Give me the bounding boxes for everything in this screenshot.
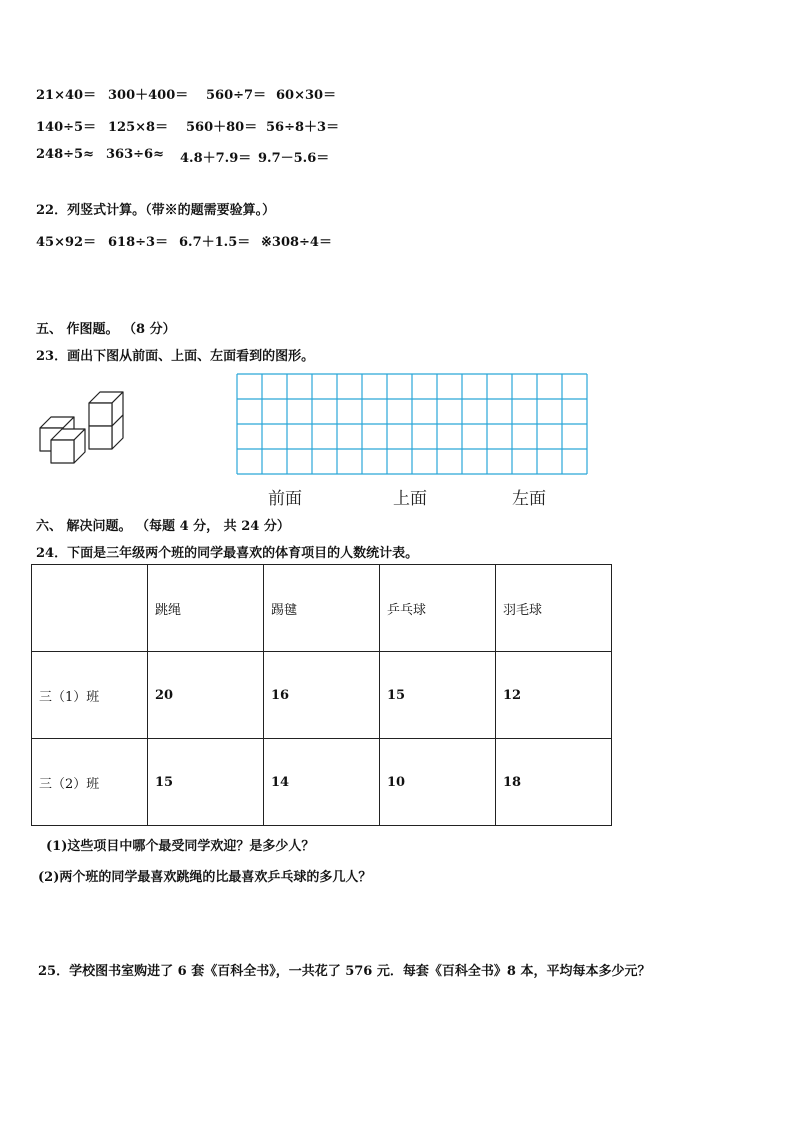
front-view-label: 前面 bbox=[268, 489, 302, 509]
calc-item: 45×92＝ bbox=[36, 235, 97, 250]
table-header-cell: 跳绳 bbox=[148, 565, 264, 652]
calc-item: 560÷7＝ bbox=[206, 88, 267, 103]
table-cell: 10 bbox=[380, 739, 496, 826]
left-view-label: 左面 bbox=[512, 489, 546, 509]
calc-item: 618÷3＝ bbox=[108, 235, 169, 250]
calc-item: 560＋80＝ bbox=[186, 120, 258, 135]
question-24-title: 24．下面是三年级两个班的同学最喜欢的体育项目的人数统计表。 bbox=[36, 546, 419, 561]
table-cell: 15 bbox=[380, 652, 496, 739]
table-cell bbox=[32, 565, 148, 652]
table-cell: 14 bbox=[264, 739, 380, 826]
sports-stats-table bbox=[31, 564, 612, 826]
calc-item: 125×8＝ bbox=[108, 120, 169, 135]
table-cell: 12 bbox=[496, 652, 612, 739]
calc-item: 300＋400＝ bbox=[108, 88, 189, 103]
calc-item: 60×30＝ bbox=[276, 88, 337, 103]
table-cell: 15 bbox=[148, 739, 264, 826]
calc-item: 6.7＋1.5＝ bbox=[179, 235, 251, 250]
question-24-sub-2: (2)两个班的同学最喜欢跳绳的比最喜欢乒乓球的多几人？ bbox=[38, 870, 372, 885]
table-header-cell: 踢毽 bbox=[264, 565, 380, 652]
table-header-cell: 羽毛球 bbox=[496, 565, 612, 652]
table-row bbox=[32, 739, 612, 826]
calc-item: 21×40＝ bbox=[36, 88, 97, 103]
calc-item: 4.8＋7.9＝ bbox=[180, 151, 252, 166]
section-5-heading: 五、 作图题。 （8 分） bbox=[36, 322, 176, 337]
calc-item: ※308÷4＝ bbox=[261, 235, 332, 250]
table-cell: 18 bbox=[496, 739, 612, 826]
calc-item: 56÷8＋3＝ bbox=[266, 120, 340, 135]
table-cell: 20 bbox=[148, 652, 264, 739]
drawing-grid bbox=[236, 373, 590, 477]
calc-item: 248÷5≈ bbox=[36, 147, 94, 162]
table-header-row bbox=[32, 565, 612, 652]
question-23-title: 23．画出下图从前面、上面、左面看到的图形。 bbox=[36, 349, 315, 364]
table-row bbox=[32, 652, 612, 739]
table-row-label: 三（1）班 bbox=[32, 652, 148, 739]
table-row-label: 三（2）班 bbox=[32, 739, 148, 826]
question-22-title: 22．列竖式计算。（带※的题需要验算。） bbox=[36, 203, 276, 218]
table-cell: 16 bbox=[264, 652, 380, 739]
question-25-title: 25．学校图书室购进了 6 套《百科全书》，一共花了 576 元．每套《百科全书》8 本，平均每本多少元？ bbox=[38, 964, 651, 979]
calc-item: 140÷5＝ bbox=[36, 120, 97, 135]
question-24-sub-1: (1)这些项目中哪个最受同学欢迎？是多少人？ bbox=[46, 839, 315, 854]
calc-item: 9.7－5.6＝ bbox=[258, 151, 330, 166]
calc-item: 363÷6≈ bbox=[106, 147, 164, 162]
top-view-label: 上面 bbox=[393, 489, 427, 509]
cube-stack-figure bbox=[36, 388, 136, 468]
section-6-heading: 六、 解决问题。 （每题 4 分， 共 24 分） bbox=[36, 519, 290, 534]
table-header-cell: 乒乓球 bbox=[380, 565, 496, 652]
